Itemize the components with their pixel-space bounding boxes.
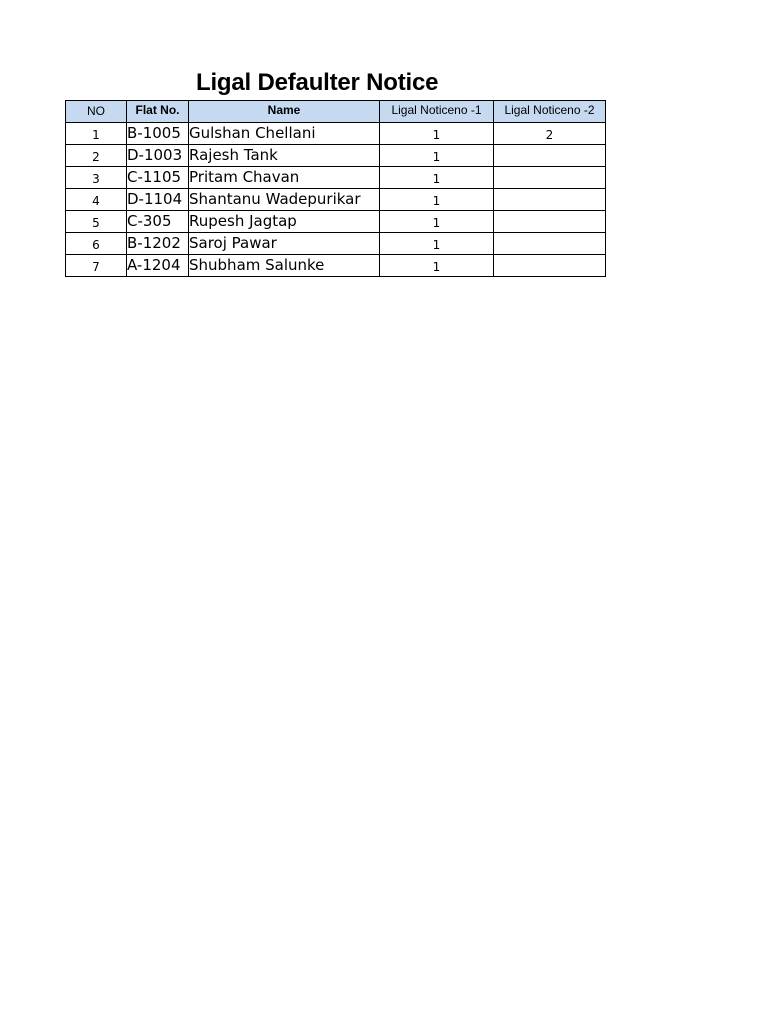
header-row (66, 101, 606, 123)
table-row (66, 123, 606, 145)
cell-notice-1: 1 (380, 211, 494, 233)
table-row (66, 211, 606, 233)
cell-flat-no: C-1105 (127, 167, 189, 189)
cell-no: 7 (66, 255, 127, 277)
cell-notice-2 (494, 145, 606, 167)
cell-name: Rupesh Jagtap (189, 211, 380, 233)
cell-no: 2 (66, 145, 127, 167)
header-notice-1: Ligal Noticeno -1 (380, 101, 494, 123)
cell-name: Gulshan Chellani (189, 123, 380, 145)
table-row (66, 145, 606, 167)
table-row (66, 255, 606, 277)
page-title: Ligal Defaulter Notice (196, 69, 439, 96)
cell-flat-no: D-1104 (127, 189, 189, 211)
cell-notice-1: 1 (380, 255, 494, 277)
cell-no: 4 (66, 189, 127, 211)
cell-notice-1: 1 (380, 145, 494, 167)
header-no: NO (66, 101, 127, 123)
header-name: Name (189, 101, 380, 123)
cell-name: Shubham Salunke (189, 255, 380, 277)
cell-notice-2 (494, 255, 606, 277)
cell-notice-1: 1 (380, 189, 494, 211)
cell-notice-2 (494, 167, 606, 189)
cell-flat-no: A-1204 (127, 255, 189, 277)
cell-flat-no: C-305 (127, 211, 189, 233)
table-row (66, 167, 606, 189)
cell-flat-no: D-1003 (127, 145, 189, 167)
header-flat-no: Flat No. (127, 101, 189, 123)
cell-notice-2 (494, 233, 606, 255)
cell-notice-1: 1 (380, 233, 494, 255)
table-row (66, 189, 606, 211)
cell-no: 5 (66, 211, 127, 233)
cell-no: 6 (66, 233, 127, 255)
table-row (66, 233, 606, 255)
cell-name: Rajesh Tank (189, 145, 380, 167)
cell-notice-1: 1 (380, 167, 494, 189)
cell-name: Saroj Pawar (189, 233, 380, 255)
cell-notice-2 (494, 189, 606, 211)
defaulter-table (65, 100, 606, 277)
cell-notice-2: 2 (494, 123, 606, 145)
cell-flat-no: B-1005 (127, 123, 189, 145)
cell-notice-1: 1 (380, 123, 494, 145)
cell-no: 3 (66, 167, 127, 189)
cell-name: Pritam Chavan (189, 167, 380, 189)
cell-name: Shantanu Wadepurikar (189, 189, 380, 211)
cell-no: 1 (66, 123, 127, 145)
cell-flat-no: B-1202 (127, 233, 189, 255)
header-notice-2: Ligal Noticeno -2 (494, 101, 606, 123)
cell-notice-2 (494, 211, 606, 233)
